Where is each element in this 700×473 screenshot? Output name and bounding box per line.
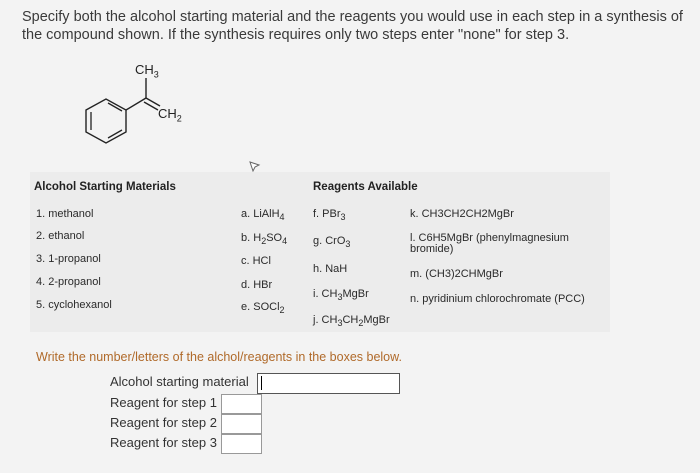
reagents-heading: Reagents Available — [313, 181, 418, 193]
methylene-label: $CH_2$ — [158, 106, 182, 124]
reagent-option: m. (CH3)2CHMgBr — [410, 268, 503, 280]
alcohol-option: 3. 1-propanol — [36, 253, 101, 265]
alcohol-option: 5. cyclohexanol — [36, 299, 112, 311]
reagent-option: h. NaH — [313, 263, 348, 275]
instruction-text: Write the number/letters of the alchol/reagents in the boxes below. — [36, 350, 402, 364]
reagent-option: l. C6H5MgBr (phenylmagnesium bromide) — [410, 232, 569, 255]
reagent-option: d. HBr — [241, 279, 273, 291]
step1-field-label: Reagent for step 1 — [110, 395, 217, 410]
reagent-option: j. $CH_3CH_2MgBr$ — [313, 314, 390, 329]
reagent-option: k. CH3CH2CH2MgBr — [410, 208, 514, 220]
step2-input[interactable] — [221, 414, 262, 434]
alcohols-heading: Alcohol Starting Materials — [34, 181, 176, 193]
alcohol-input[interactable] — [257, 373, 400, 394]
reagent-option: f. PBr$_3$ — [313, 208, 346, 223]
methyl-label: $CH_3$ — [135, 62, 159, 80]
reagent-option: i. $CH_3MgBr$ — [313, 288, 369, 303]
alcohol-option: 4. 2-propanol — [36, 276, 101, 288]
reagent-option: g. CrO$_3$ — [313, 235, 351, 250]
alcohol-field-label: Alcohol starting material — [110, 374, 249, 389]
step3-input[interactable] — [221, 434, 262, 454]
reagent-option: a. LiAlH$_4$ — [241, 208, 285, 223]
text-caret — [261, 376, 262, 390]
reagent-option: e. SOCl$_2$ — [241, 301, 285, 316]
question-text: Specify both the alcohol starting material and the reagents you would use in each step in a synthesis of the compound shown. If the synthesis requires only two steps enter "none" for step 3. — [22, 9, 683, 43]
step3-field-label: Reagent for step 3 — [110, 435, 217, 450]
step2-field-label: Reagent for step 2 — [110, 415, 217, 430]
reagent-option: n. pyridinium chlorochromate (PCC) — [410, 293, 585, 305]
alcohol-option: 2. ethanol — [36, 230, 85, 242]
reagent-option: b. $H_2SO_4$ — [241, 232, 288, 247]
step1-input[interactable] — [221, 394, 262, 414]
reagent-option: c. HCl — [241, 255, 271, 267]
alcohol-option: 1. methanol — [36, 208, 94, 220]
